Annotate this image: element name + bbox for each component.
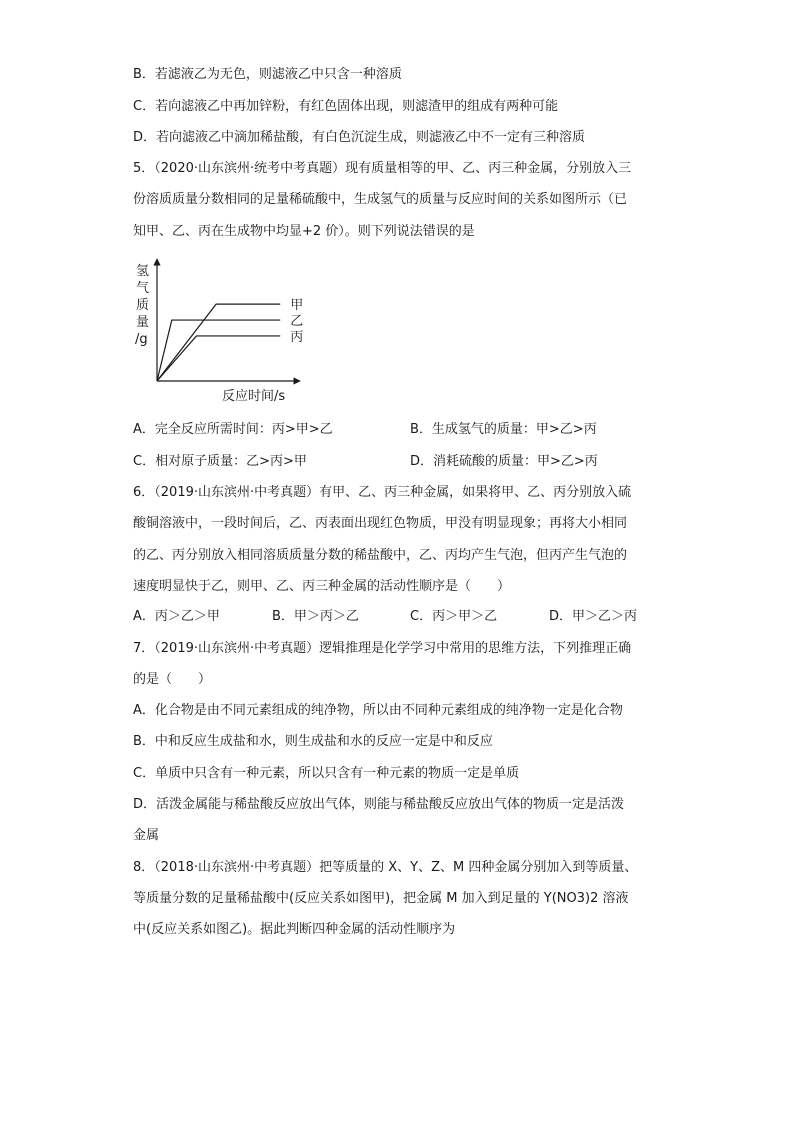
q6-option-c: C．丙＞甲＞乙: [410, 609, 498, 624]
q5-stem-line-2: 份溶质质量分数相同的足量稀硫酸中，生成氢气的质量与反应时间的关系如图所示（已: [133, 192, 628, 207]
q5-stem-line-3: 知甲、乙、丙在生成物中均显+2 价）。则下列说法错误的是: [133, 224, 475, 239]
y-axis-label-char: 氢: [136, 264, 150, 279]
q7-option-b: B．中和反应生成盐和水，则生成盐和水的反应一定是中和反应: [133, 734, 493, 749]
q6-option-b: B．甲＞丙＞乙: [272, 609, 359, 624]
q6-option-a: A．丙＞乙＞甲: [133, 609, 220, 624]
q8-stem-line-2: 等质量分数的足量稀盐酸中(反应关系如图甲)，把金属 M 加入到足量的 Y(NO3)2 溶液: [133, 891, 629, 906]
q7-option-a: A．化合物是由不同元素组成的纯净物，所以由不同种元素组成的纯净物一定是化合物: [133, 703, 623, 718]
q6-stem-line-3: 的乙、丙分别放入相同溶质质量分数的稀盐酸中，乙、丙均产生气泡，但丙产生气泡的: [133, 548, 628, 563]
q5-option-b: B．生成氢气的质量：甲>乙>丙: [410, 422, 597, 437]
q5-option-d: D．消耗硫酸的质量：甲>乙>丙: [410, 454, 598, 469]
series-line-丙: [157, 336, 280, 381]
q7-option-d-line-1: D．活泼金属能与稀盐酸反应放出气体，则能与稀盐酸反应放出气体的物质一定是活泼: [133, 797, 625, 812]
y-axis-label-char: 气: [136, 281, 150, 296]
series-label-甲: 甲: [290, 298, 304, 314]
q6-option-d: D．甲＞乙＞丙: [549, 609, 638, 624]
y-axis-label-char: 质: [136, 298, 150, 313]
q6-stem-line-4: 速度明显快于乙，则甲、乙、丙三种金属的活动性顺序是（ ）: [133, 579, 511, 594]
y-axis-label-char: /g: [135, 332, 148, 347]
q5-option-a: A．完全反应所需时间：丙>甲>乙: [133, 422, 333, 437]
q4-option-b: B．若滤液乙为无色，则滤液乙中只含一种溶质: [133, 67, 402, 82]
q7-option-d-line-2: 金属: [133, 828, 160, 843]
y-axis-label: [135, 264, 149, 347]
q7-stem-line-2: 的是（ ）: [133, 672, 212, 687]
q6-stem-line-2: 酸铜溶液中，一段时间后，乙、丙表面出现红色物质，甲没有明显现象；再将大小相同: [133, 516, 628, 531]
q8-stem-line-3: 中(反应关系如图乙)。据此判断四种金属的活动性顺序为: [133, 922, 456, 937]
q7-option-c: C．单质中只含有一种元素，所以只含有一种元素的物质一定是单质: [133, 766, 520, 781]
q7-stem-line-1: 7．（2019·山东滨州·中考真题）逻辑推理是化学学习中常用的思维方法，下列推理正确: [133, 641, 632, 656]
series-line-甲: [157, 304, 280, 381]
q6-stem-line-1: 6．（2019·山东滨州·中考真题）有甲、乙、丙三种金属，如果将甲、乙、丙分别放入硫: [133, 485, 632, 500]
series-line-乙: [157, 320, 280, 381]
q5-stem-line-1: 5．（2020·山东滨州·统考中考真题）现有质量相等的甲、乙、丙三种金属，分别放入三: [133, 161, 632, 176]
hydrogen-mass-chart: [120, 255, 320, 415]
x-axis-label: 反应时间/s: [222, 389, 286, 404]
series-lines: [157, 298, 303, 381]
q4-option-c: C．若向滤液乙中再加锌粉，有红色固体出现，则滤渣甲的组成有两种可能: [133, 99, 559, 114]
y-axis-label-char: 量: [136, 315, 150, 330]
series-label-乙: 乙: [290, 314, 304, 330]
q8-stem-line-1: 8．（2018·山东滨州·中考真题）把等质量的 X、Y、Z、M 四种金属分别加入到等质量、: [133, 860, 638, 875]
q4-option-d: D．若向滤液乙中滴加稀盐酸，有白色沉淀生成，则滤液乙中不一定有三种溶质: [133, 130, 586, 145]
q5-option-c: C．相对原子质量：乙>丙>甲: [133, 454, 307, 469]
series-label-丙: 丙: [290, 329, 304, 345]
